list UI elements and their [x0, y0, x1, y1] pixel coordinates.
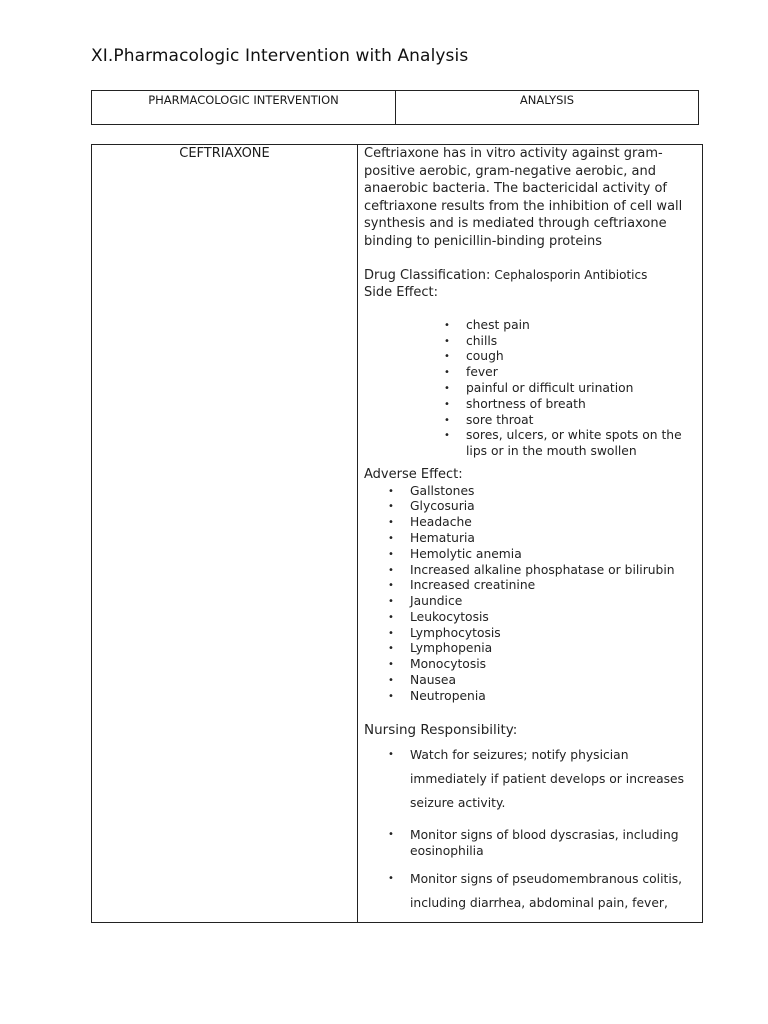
list-item: • Monitor signs of blood dyscrasias, including eosinophilia [388, 828, 679, 859]
list-item: • chills [444, 333, 498, 348]
list-item: • Nausea [388, 673, 457, 688]
bullet-icon: • [388, 517, 394, 529]
list-item: • sores, ulcers, or white spots on the lips or in the mouth swollen [444, 428, 682, 459]
bullet-icon: • [444, 382, 450, 394]
list-item: • cough [444, 349, 504, 364]
bullet-icon: • [444, 398, 450, 410]
bullet-icon: • [388, 501, 394, 513]
list-item: • Hemolytic anemia [388, 546, 522, 561]
list-item: • fever [444, 365, 498, 380]
drug-classification [364, 267, 698, 285]
list-item: • Glycosuria [388, 499, 475, 514]
page-title: XI.Pharmacologic Intervention with Analysis [91, 46, 469, 66]
bullet-icon: • [388, 611, 394, 623]
bullet-icon: • [444, 367, 450, 379]
list-item: • Hematuria [388, 530, 475, 545]
list-item: • shortness of breath [444, 396, 586, 411]
list-item: • chest pain [444, 317, 530, 332]
nursing-responsibility-label: Nursing Responsibility: [364, 721, 518, 738]
bullet-icon: • [388, 485, 394, 497]
bullet-icon: • [388, 749, 394, 761]
drug-name-cell [92, 145, 358, 922]
list-item: • Increased alkaline phosphatase or bilirubin [388, 562, 675, 577]
list-item: • Lymphopenia [388, 641, 493, 656]
list-item: • Neutropenia [388, 688, 486, 703]
list-item: • sore throat [444, 412, 534, 427]
bullet-icon: • [444, 319, 450, 331]
list-item: • Lymphocytosis [388, 625, 501, 640]
list-item: • Increased creatinine [388, 578, 536, 593]
header-intervention: PHARMACOLOGIC INTERVENTION [92, 91, 396, 124]
drug-table [91, 144, 703, 923]
bullet-icon: • [388, 659, 394, 671]
bullet-icon: • [388, 675, 394, 687]
side-effect-label: Side Effect: [364, 285, 439, 301]
bullet-icon: • [388, 548, 394, 560]
bullet-icon: • [388, 596, 394, 608]
drug-description: Ceftriaxone has in vitro activity against gram-positive aerobic, gram-negative aerobic, and anaerobic bacteria. The bactericidal activity of ceftriaxone results from the inhibition of cell wall synthesis and is mediated through ceftriaxone binding to penicillin-binding proteins [364, 146, 683, 249]
list-item: • Headache [388, 515, 472, 530]
bullet-icon: • [444, 414, 450, 426]
list-item: • Jaundice [388, 594, 463, 609]
adverse-effect-label: Adverse Effect: [364, 466, 463, 482]
bullet-icon: • [388, 829, 394, 841]
nursing-responsibility-list [364, 743, 698, 915]
bullet-icon: • [388, 532, 394, 544]
list-item: • Gallstones [388, 483, 475, 498]
list-item: • Leukocytosis [388, 609, 489, 624]
bullet-icon: • [444, 351, 450, 363]
list-item: • Monocytosis [388, 657, 487, 672]
classification-label: Drug Classification: [364, 267, 491, 283]
bullet-icon: • [388, 627, 394, 639]
adverse-effect-list [364, 484, 698, 705]
side-effect-list [364, 318, 698, 460]
bullet-icon: • [444, 335, 450, 347]
list-item: • painful or difficult urination [444, 380, 634, 395]
list-item: • Monitor signs of pseudomembranous colitis, including diarrhea, abdominal pain, fever, [410, 867, 698, 915]
classification-value: Cephalosporin Antibiotics [494, 267, 648, 282]
bullet-icon: • [388, 643, 394, 655]
analysis-cell [358, 145, 702, 922]
list-item: • Watch for seizures; notify physician immediately if patient develops or increases seizure activity. [410, 743, 698, 815]
bullet-icon: • [388, 873, 394, 885]
bullet-icon: • [444, 430, 450, 442]
drug-name: CEFTRIAXONE [179, 146, 270, 161]
bullet-icon: • [388, 580, 394, 592]
header-analysis: ANALYSIS [519, 93, 575, 107]
bullet-icon: • [388, 564, 394, 576]
header-table [91, 90, 699, 125]
bullet-icon: • [388, 690, 394, 702]
